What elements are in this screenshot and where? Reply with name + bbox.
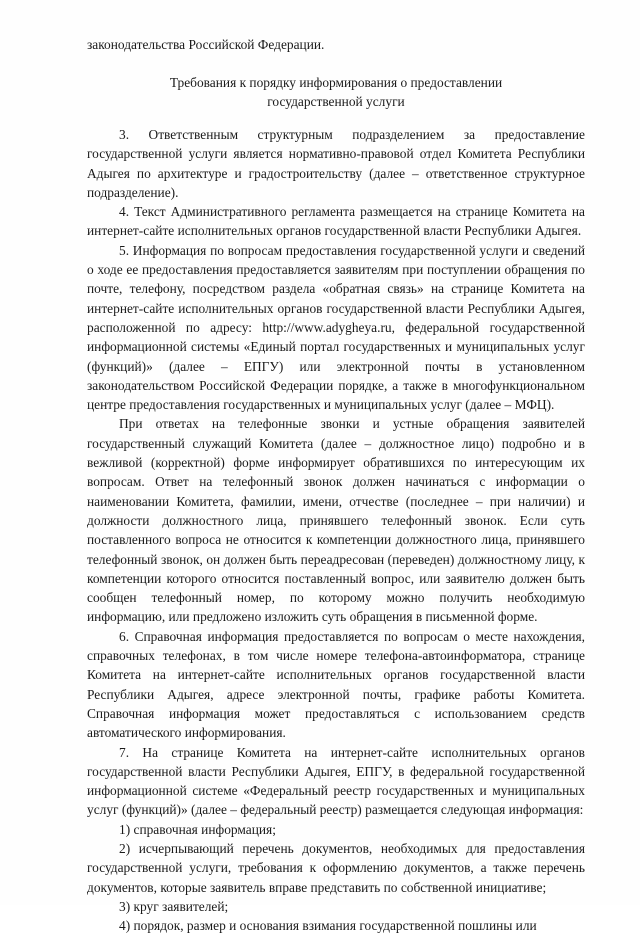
paragraph-3: 3. Ответственным структурным подразделением за предоставление государственной услуги является нормативно-правовой отдел Комитета Республики Адыгея по архитектуре и градостроительству (далее – ответственное структурное подразделение). <box>87 127 585 200</box>
document-body <box>87 125 585 935</box>
section-heading <box>87 73 585 111</box>
paragraph-phone-inquiries: При ответах на телефонные звонки и устные обращения заявителей государственный служащий Комитета (далее – должностное лицо) подробно и в вежливой (корректной) форме информирует обратившихся по интересующим их вопросам. Ответ на телефонный звонок должен начинаться с информации о наименовании Комитета, фамилии, имени, отчестве (последнее – при наличии) и должности должностного лица, принявшего телефонный звонок. Если суть поставленного вопроса не относится к компетенции должностного лица, принявшего телефонный звонок, он должен быть переадресован (переведен) должностному лицу, к компетенции которого относится поставленный вопрос, или заявителю должен быть сообщен телефонный номер, по которому можно получить необходимую информацию, или предложено изложить суть обращения в письменной форме. <box>87 416 585 625</box>
paragraph-4: 4. Текст Административного регламента размещается на странице Комитета на интернет-сайте исполнительных органов государственной власти Республики Адыгея. <box>87 204 585 239</box>
list-item-4: 4) порядок, размер и основания взимания государственной пошлины или <box>119 918 537 934</box>
list-item-1: 1) справочная информация; <box>119 821 276 837</box>
list-item-2: 2) исчерпывающий перечень документов, необходимых для предоставления государственной услуги, требования к оформлению документов, а также перечень документов, которые заявитель вправе представить по собственной инициативе; <box>87 840 585 895</box>
list-item-3: 3) круг заявителей; <box>119 898 229 914</box>
paragraph-7: 7. На странице Комитета на интернет-сайте исполнительных органов государственной власти Республики Адыгея, ЕПГУ, в федеральной государственной информационной системе «Федеральный реестр государственных и муниципальных услуг (функций)» (далее – федеральный реестр) размещается следующая информация: <box>87 744 585 818</box>
section-heading-line-2: государственной услуги <box>267 94 405 109</box>
paragraph-5: 5. Информация по вопросам предоставления государственной услуги и сведений о ходе ее предоставления предоставляется заявителям при поступлении обращения по почте, телефону, посредством раздела «обратная связь» на странице Комитета на интернет-сайте исполнительных органов государственной власти Республики Адыгея, расположенной по адресу: http://www.adygheya.ru, федеральной государственной информационной системы «Единый портал государственных и муниципальных услуг (функций)» (далее – ЕПГУ) или электронной почты в установленном законодательством Российской Федерации порядке, а также в многофункциональном центре предоставления государственных и муниципальных услуг (далее – МФЦ). <box>87 242 585 413</box>
paragraph-6: 6. Справочная информация предоставляется по вопросам о месте нахождения, справочных телефонах, в том числе номере телефона-автоинформатора, странице Комитета на интернет-сайте исполнительных органов государственной власти Республики Адыгея, адресе электронной почты, графике работы Комитета. Справочная информация может предоставляться с использованием средств автоматического информирования. <box>87 628 585 741</box>
section-heading-line-1: Требования к порядку информирования о предоставлении <box>169 75 503 90</box>
lead-line: законодательства Российской Федерации. <box>87 37 325 52</box>
